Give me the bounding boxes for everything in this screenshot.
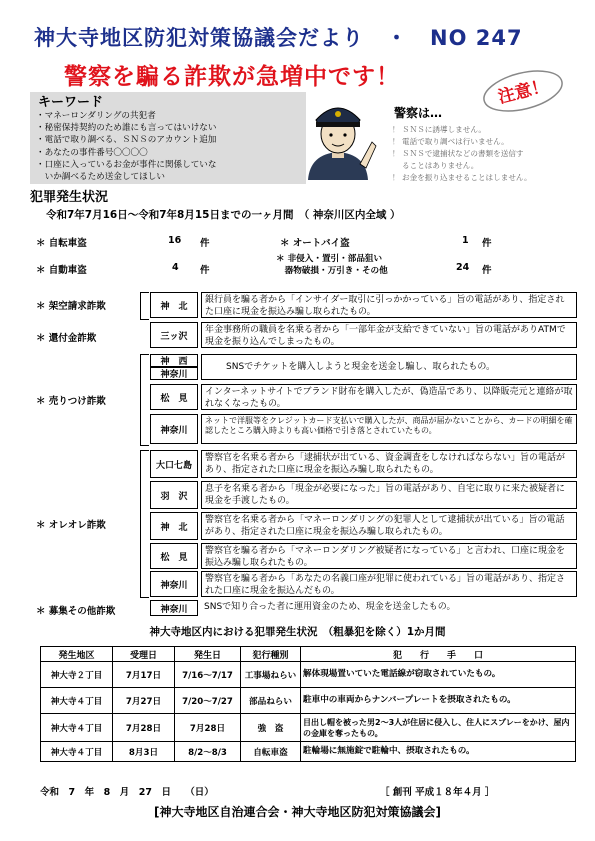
issue-date: 令和 7 年 8 月 27 日 （日） bbox=[40, 787, 214, 798]
column-header: 犯行種別 bbox=[241, 647, 301, 662]
keyword-title: キーワード bbox=[38, 95, 104, 110]
warning-badge bbox=[478, 66, 568, 116]
bracket bbox=[140, 450, 149, 598]
table-cell: 7月27日 bbox=[113, 688, 175, 714]
column-header: 発生日 bbox=[175, 647, 241, 662]
police-notice-item: ！ 電話で取り調べは行いません。 bbox=[392, 137, 509, 146]
fraud-category: ＊ 還付金詐欺 bbox=[36, 333, 97, 344]
table-cell: 工事場ねらい bbox=[241, 662, 301, 688]
table-cell: 8月3日 bbox=[113, 742, 175, 762]
column-header: 犯 行 手 口 bbox=[301, 647, 576, 662]
fraud-area: 大口七島 bbox=[150, 450, 198, 478]
fraud-description: 息子を名乗る者から「現金が必要になった」旨の電話があり、自宅に取りに来た被疑者に現金を手渡したもの。 bbox=[201, 481, 577, 509]
warning-badge-text: 注意！ bbox=[496, 76, 551, 108]
table-cell: 強 盗 bbox=[241, 714, 301, 742]
newsletter-title: 神大寺地区防犯対策協議会だより ・ NO 247 bbox=[34, 26, 523, 50]
stat-label: ＊ 非侵入・置引・部品狙い 器物破損・万引き・その他 bbox=[276, 254, 388, 276]
fraud-area: 神奈川 bbox=[150, 414, 198, 444]
police-notice-title: 警察は… bbox=[394, 106, 443, 120]
table-cell: 神大寺４丁目 bbox=[41, 714, 113, 742]
fraud-description: SNSで知り合った者に運用資金のため、現金を送金したもの。 bbox=[204, 602, 456, 612]
table-row bbox=[41, 688, 576, 714]
police-notice-list bbox=[392, 124, 532, 184]
table-cell: 神大寺２丁目 bbox=[41, 662, 113, 688]
keyword-item: ・電話で取り調べる、ＳＮＳのアカウント追加 bbox=[36, 135, 217, 146]
stat-label: ＊ オートバイ盗 bbox=[280, 238, 350, 249]
table-cell: 7/20～7/27 bbox=[175, 688, 241, 714]
stat-unit: 件 bbox=[200, 265, 210, 276]
fraud-area: 三ッ沢 bbox=[150, 322, 198, 348]
fraud-description: 警察官を名乗る者から「逮捕状が出ている、資金調査をしなければならない」旨の電話があり、指定された口座に現金を振込み騙し取られたもの。 bbox=[201, 450, 577, 478]
keyword-list bbox=[36, 110, 216, 183]
stat-count: 1 bbox=[462, 235, 469, 246]
fraud-category: ＊ 架空請求詐欺 bbox=[36, 301, 106, 312]
keyword-item: ・口座に入っているお金が事件に関係していな bbox=[36, 159, 217, 170]
fraud-description: インターネットサイトでブランド財布を購入したが、偽造品であり、以降販売元と連絡が取れなくなったもの。 bbox=[201, 384, 577, 410]
table-row bbox=[41, 714, 576, 742]
fraud-category: ＊ オレオレ詐欺 bbox=[36, 520, 106, 531]
column-header: 受理日 bbox=[113, 647, 175, 662]
fraud-area: 神奈川 bbox=[150, 600, 198, 616]
keyword-item: ・秘密保持契約のため誰にも言ってはいけない bbox=[36, 123, 217, 134]
stat-count: 4 bbox=[172, 262, 179, 273]
table-row bbox=[41, 742, 576, 762]
bracket bbox=[140, 354, 149, 446]
fraud-area: 松 見 bbox=[150, 543, 198, 569]
table-cell: 駐車中の車両からナンバープレートを摂取されたもの。 bbox=[301, 688, 576, 714]
table-cell: 7月28日 bbox=[113, 714, 175, 742]
publisher-organization: [神大寺地区自治連合会・神大寺地区防犯対策協議会] bbox=[154, 805, 441, 819]
fraud-area: 神 北 bbox=[150, 292, 198, 318]
table-cell: 7/16～7/17 bbox=[175, 662, 241, 688]
headline: 警察を騙る詐欺が急増中です！ bbox=[64, 64, 400, 90]
stat-label: ＊ 自転車盗 bbox=[36, 238, 87, 249]
table-cell: 部品ねらい bbox=[241, 688, 301, 714]
fraud-area: 羽 沢 bbox=[150, 481, 198, 509]
table-header-row bbox=[41, 647, 576, 662]
fraud-category: ＊ 募集その他詐欺 bbox=[36, 606, 116, 617]
stat-count: 16 bbox=[168, 235, 182, 246]
local-crime-table bbox=[40, 646, 576, 762]
stat-unit: 件 bbox=[482, 265, 492, 276]
table-cell: 自転車盗 bbox=[241, 742, 301, 762]
keyword-item: ・あなたの事件番号〇〇〇〇 bbox=[36, 147, 148, 158]
table-cell: 神大寺４丁目 bbox=[41, 742, 113, 762]
table-cell: 目出し帽を被った男2～3人が住居に侵入し、住人にスプレーをかけ、屋内の金庫を奪ったもの。 bbox=[301, 714, 576, 742]
fraud-description: 警察官を名乗る者から「マネーロンダリングの犯罪人として逮捕状が出ている」旨の電話があり、指定された口座に現金を振込み騙し取られたもの。 bbox=[201, 512, 577, 540]
table-cell: 7月28日 bbox=[175, 714, 241, 742]
police-notice-item: ることはありません。 bbox=[392, 161, 479, 170]
column-header: 発生地区 bbox=[41, 647, 113, 662]
fraud-category: ＊ 売りつけ詐欺 bbox=[36, 396, 106, 407]
first-published: ［ 創刊 平成１８年４月 ］ bbox=[380, 787, 495, 798]
fraud-area: 松 見 bbox=[150, 384, 198, 410]
table-cell: 解体現場置いていた電話線が窃取されていたもの。 bbox=[301, 662, 576, 688]
crime-period: 令和7年7月16日～令和7年8月15日までの一ヶ月間 （ 神奈川区内全域 ） bbox=[46, 209, 401, 221]
stat-count: 24 bbox=[456, 262, 470, 273]
police-notice-item: ！ お金を振り込ませることはしません。 bbox=[392, 173, 532, 182]
local-table-title: 神大寺地区内における犯罪発生状況 （粗暴犯を除く）1か月間 bbox=[149, 626, 446, 638]
bracket bbox=[140, 292, 149, 320]
fraud-area: 神奈川 bbox=[150, 571, 198, 597]
stat-label: ＊ 自動車盗 bbox=[36, 265, 87, 276]
stat-unit: 件 bbox=[482, 238, 492, 249]
table-cell: 7月17日 bbox=[113, 662, 175, 688]
police-officer-illustration bbox=[298, 92, 378, 184]
fraud-description: SNSでチケットを購入しようと現金を送金し騙し、取られたもの。 bbox=[201, 354, 577, 380]
fraud-area: 神 北 bbox=[150, 512, 198, 540]
fraud-description: 年金事務所の職員を名乗る者から「一部年金が支給できていない」旨の電話がありATMで現金を振り込んでしまったもの。 bbox=[201, 322, 577, 348]
fraud-description: ネットで洋服等をクレジットカード支払いで購入したが、商品が届かないことから、カードの明細を確認したところ購入時よりも高い価格で引き落とされていたもの。 bbox=[201, 414, 577, 444]
police-notice-item: ！ ＳＮＳで逮捕状などの書類を送信す bbox=[392, 149, 524, 158]
fraud-description: 警察官を騙る者から「あなたの名義口座が犯罪に使われている」旨の電話があり、指定された口座に現金を振込んだもの。 bbox=[201, 571, 577, 597]
table-cell: 神大寺４丁目 bbox=[41, 688, 113, 714]
fraud-area: 神 西 bbox=[150, 354, 198, 367]
police-notice-item: ！ ＳＮＳに誘導しません。 bbox=[392, 125, 486, 134]
table-cell: 駐輪場に無施錠で駐輪中、摂取されたもの。 bbox=[301, 742, 576, 762]
crime-section-title: 犯罪発生状況 bbox=[30, 190, 109, 205]
stat-unit: 件 bbox=[200, 238, 210, 249]
fraud-description: 銀行員を騙る者から「インサイダー取引に引っかかっている」旨の電話があり、指定された口座に現金を振込み騙し取られたもの。 bbox=[201, 292, 577, 318]
fraud-description: 警察官を騙る者から「マネーロンダリング被疑者になっている」と言われ、口座に現金を振込み騙し取られたもの。 bbox=[201, 543, 577, 569]
keyword-item: いか調べるため送金してほしい bbox=[36, 172, 165, 183]
keyword-item: ・マネーロンダリングの共犯者 bbox=[36, 111, 156, 121]
fraud-area: 神奈川 bbox=[150, 367, 198, 380]
table-cell: 8/2～8/3 bbox=[175, 742, 241, 762]
table-row bbox=[41, 662, 576, 688]
